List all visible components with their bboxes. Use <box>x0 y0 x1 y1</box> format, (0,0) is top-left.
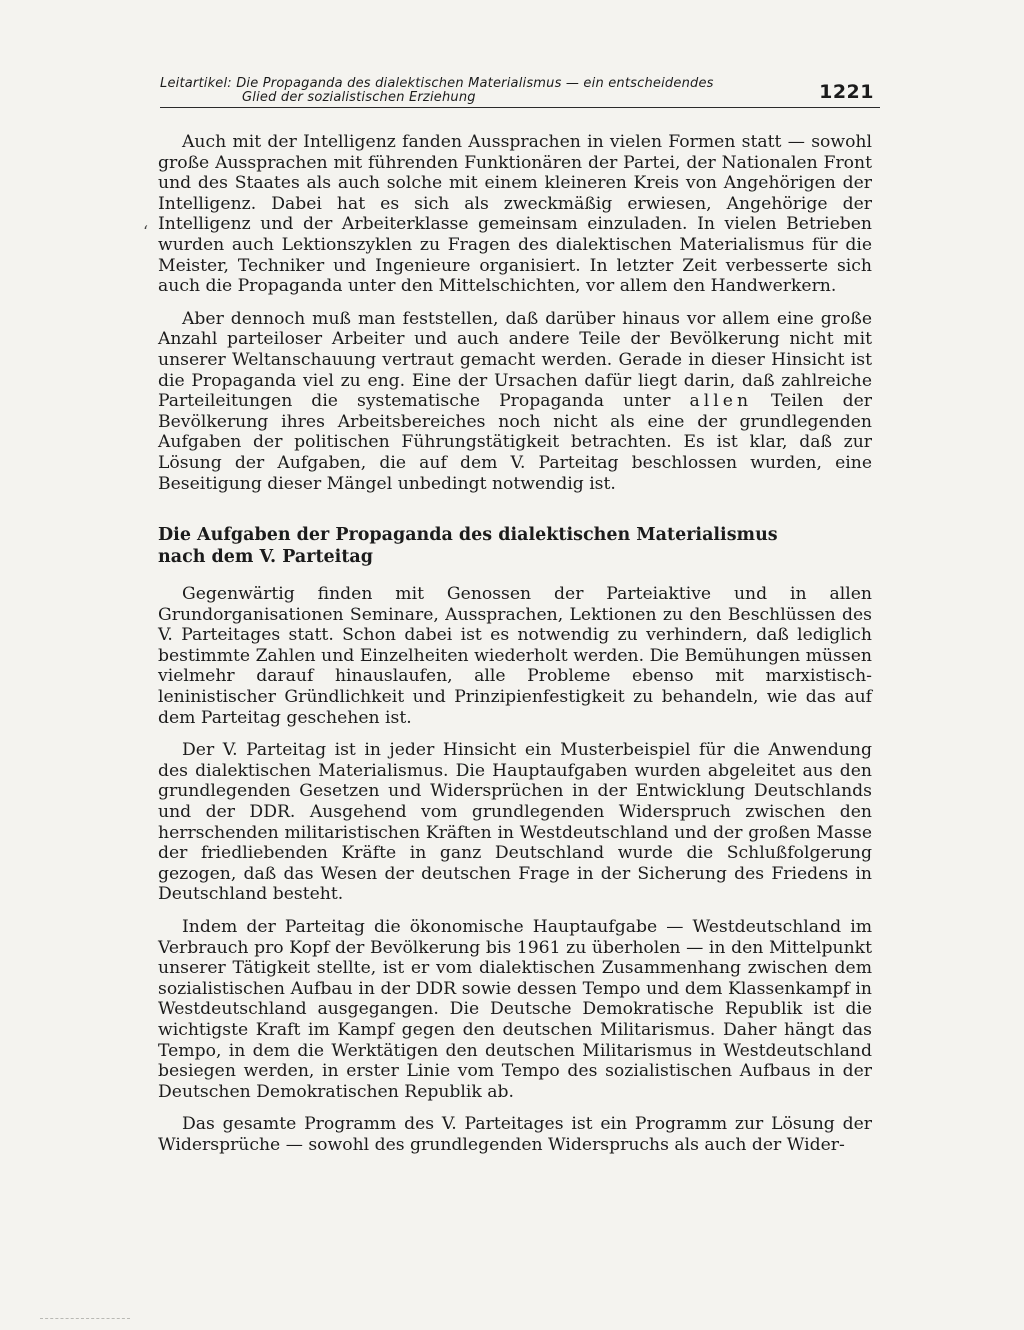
page-number: 1221 <box>819 81 874 103</box>
running-head-line-2: Glied der sozialistischen Erziehung <box>242 90 476 105</box>
paragraph-2 <box>158 309 872 494</box>
section-heading <box>158 524 872 568</box>
paragraph-2-emphasis: allen <box>689 391 753 412</box>
section-paragraph-4: Das gesamte Programm des V. Parteitages ist ein Programm zur Lösung der Widersprüche — sowohl des grundlegenden Widerspruchs als auch der Wider- <box>158 1114 872 1155</box>
paragraph-2-text-before: Aber dennoch muß man feststellen, daß darüber hinaus vor allem eine große Anzahl parteiloser Arbeiter und auch andere Teile der Bevölkerung nicht mit unserer Weltanschauung vertraut gemacht werden. Gerade in dieser Hinsicht ist die Propaganda viel zu eng. Eine der Ursachen dafür liegt darin, daß zahlreiche Parteileitungen die systematische Propaganda unter <box>158 308 872 412</box>
running-head <box>160 77 880 108</box>
section-paragraph-3: Indem der Parteitag die ökonomische Hauptaufgabe — Westdeutschland im Verbrauch pro Kopf der Bevölkerung bis 1961 zu überholen — in den Mittelpunkt unserer Tätigkeit stellte, ist er vom dialektischen Zusammenhang zwischen dem sozialistischen Aufbau in der DDR sowie dessen Tempo und dem Klassenkampf in Westdeutschland ausgegangen. Die Deutsche Demokratische Republik ist die wichtigste Kraft im Kampf gegen den deutschen Militarismus. Daher hängt das Tempo, in dem die Werktätigen den deutschen Militarismus in Westdeutschland besiegen werden, in erster Linie vom Tempo des sozialistischen Aufbaus in der Deutschen Demokratischen Republik ab. <box>158 917 872 1102</box>
paragraph-2-text-after: Teilen der Bevölkerung ihres Arbeitsbereiches noch nicht als eine der grundlegenden Aufgaben der politischen Führungstätigkeit betrachten. Es ist klar, daß zur Lösung der Aufgaben, die auf dem V. Parteitag beschlossen wurden, eine Beseitigung dieser Mängel unbedingt notwendig ist. <box>158 391 872 494</box>
margin-mark: ‘ <box>143 222 149 241</box>
paragraph-1: Auch mit der Intelligenz fanden Aussprachen in vielen Formen statt — sowohl große Aussprachen mit führenden Funktionären der Partei, der Nationalen Front und des Staates als auch solche mit einem kleineren Kreis von Angehörigen der Intelligenz. Dabei hat es sich als zweckmäßig erwiesen, Angehörige der Intelligenz und der Arbeiterklasse gemeinsam einzuladen. In vielen Betrieben wurden auch Lektionszyklen zu Fragen des dialektischen Materialismus für die Meister, Techniker und Ingenieure organisiert. In letzter Zeit verbesserte sich auch die Propaganda unter den Mittelschichten, vor allem den Handwerkern. <box>158 132 872 297</box>
article-body <box>158 132 872 1168</box>
section-heading-line-1: Die Aufgaben der Propaganda des dialektischen Materialismus <box>158 525 778 546</box>
scan-edge-mark <box>40 1318 130 1319</box>
section-heading-line-2: nach dem V. Parteitag <box>158 547 373 568</box>
running-head-line-1: Leitartikel: Die Propaganda des dialektischen Materialismus — ein entscheidendes <box>160 76 714 91</box>
running-head-title <box>160 77 800 105</box>
section-paragraph-2: Der V. Parteitag ist in jeder Hinsicht ein Musterbeispiel für die Anwendung des dialektischen Materialismus. Die Hauptaufgaben wurden abgeleitet aus den grundlegenden Gesetzen und Widersprüchen in der Entwicklung Deutschlands und der DDR. Ausgehend vom grundlegenden Widerspruch zwischen den herrschenden militaristischen Kräften in Westdeutschland und der großen Masse der friedliebenden Kräfte in ganz Deutschland wurde die Schlußfolgerung gezogen, daß das Wesen der deutschen Frage in der Sicherung des Friedens in Deutschland besteht. <box>158 740 872 905</box>
section-paragraph-1: Gegenwärtig finden mit Genossen der Parteiaktive und in allen Grundorganisationen Seminare, Aussprachen, Lektionen zu den Beschlüssen des V. Parteitages statt. Schon dabei ist es notwendig zu verhindern, daß lediglich bestimmte Zahlen und Einzelheiten wiederholt werden. Die Bemühungen müssen vielmehr darauf hinauslaufen, alle Probleme ebenso mit marxistisch-leninistischer Gründlichkeit und Prinzipienfestigkeit zu behandeln, wie das auf dem Parteitag geschehen ist. <box>158 584 872 728</box>
